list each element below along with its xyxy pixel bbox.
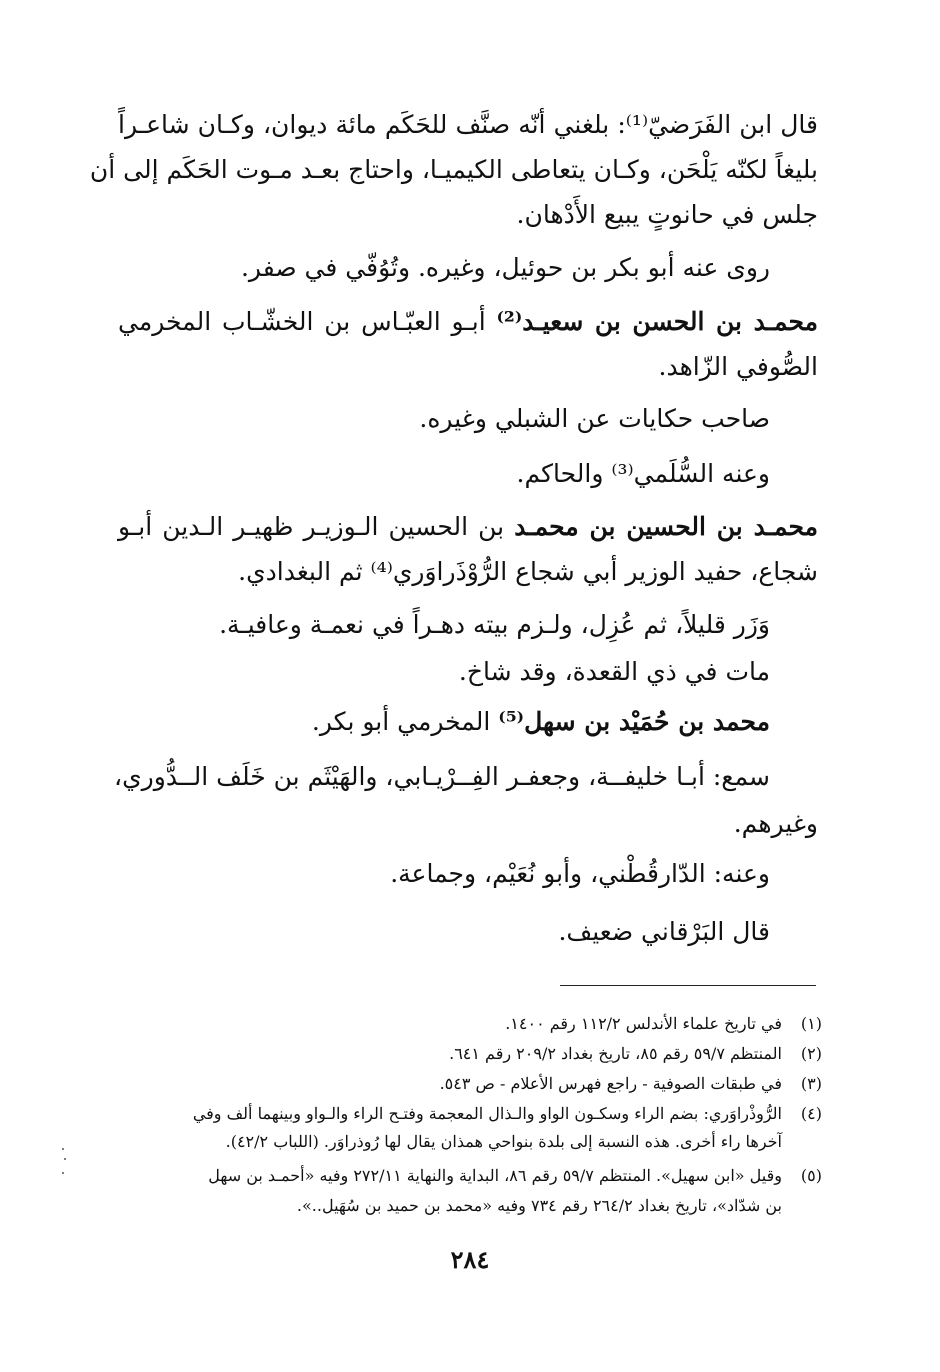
paragraph-line: روى عنه أبو بكر بن حوئيل، وغيره. وتُوُفّي في صفر. — [240, 253, 770, 282]
footnote — [449, 1040, 822, 1068]
paragraph-line: مات في ذي القعدة، وقد شاخ. — [458, 657, 770, 686]
footnote-number: (٤) — [800, 1104, 822, 1123]
footnote — [440, 1070, 822, 1098]
scan-speck — [62, 1148, 64, 1150]
footnote-divider — [560, 985, 816, 986]
paragraph-line: قال ابن الفَرَضيّ⁽¹⁾: بلغني أنّه صنَّف للحَكَم مائة ديوان، وكـان شاعـراً — [118, 110, 818, 139]
entry-name: محمـد بن الحسن بن سعيـد⁽²⁾ — [496, 307, 818, 336]
paragraph-line: الصُّوفي الزّاهد. — [658, 352, 818, 381]
footnote-continuation: بن شدّاد»، تاريخ بغداد ٢٦٤/٢ رقم ٧٣٤ وفيه «محمد بن حميد بن سُهَيل..». — [296, 1196, 782, 1215]
footnote-number: (٣) — [800, 1074, 822, 1093]
footnote-number: (٢) — [800, 1044, 822, 1063]
page-number: ٢٨٤ — [450, 1245, 490, 1274]
footnote — [505, 1010, 822, 1038]
paragraph-line: صاحب حكايات عن الشبلي وغيره. — [419, 404, 770, 433]
footnote-text: وقيل «ابن سهيل». المنتظم ٥٩/٧ رقم ٨٦، البداية والنهاية ٢٧٢/١١ وفيه «أحمـد بن سهل — [208, 1166, 782, 1185]
entry-name: محمـد بن الحسين بن محمـد — [514, 512, 818, 541]
paragraph-line: شجاع، حفيد الوزير أبي شجاع الرُّوْذَراوَري⁽⁴⁾ ثم البغدادي. — [238, 557, 818, 586]
footnote — [208, 1162, 822, 1190]
paragraph-line: وعنه السُّلَمي⁽³⁾ والحاكم. — [516, 459, 770, 488]
entry-name: محمد بن حُمَيْد بن سهل⁽⁵⁾ — [498, 707, 770, 736]
entry-rest: المخرمي أبو بكر. — [311, 707, 491, 736]
paragraph-line: بليغاً لكنّه يَلْحَن، وكـان يتعاطى الكيميـا، واحتاج بعـد مـوت الحَكَم إلى أن — [89, 155, 818, 184]
paragraph-line: قال البَرْقاني ضعيف. — [558, 917, 770, 946]
footnote — [193, 1100, 822, 1128]
scan-speck — [62, 1172, 64, 1174]
footnote-number: (٥) — [800, 1166, 822, 1185]
scan-speck — [64, 1158, 66, 1160]
paragraph-line: سمع: أبـا خليفــة، وجعفـر الفِــرْيـابي، والهَيْثَم بن خَلَف الــدُّوري، — [114, 762, 770, 791]
entry-heading — [118, 300, 818, 344]
footnote-continuation: آخرها راء أخرى. هذه النسبة إلى بلدة بنواحي همذان يقال لها رُوذراوَر. (اللباب ٤٢/٢). — [225, 1132, 782, 1151]
entry-rest: أبـو العبّـاس بن الخشّـاب المخرمي — [118, 307, 486, 336]
paragraph-line: وعنه: الدّارقُطْني، وأبو نُعَيْم، وجماعة. — [390, 859, 770, 888]
footnote-text: الرُّوذْراوَري: بضم الراء وسكـون الواو والـذال المعجمة وفتـح الراء والـواو وبينهما ألف وفي — [192, 1104, 782, 1123]
footnote-text: في طبقات الصوفية - راجع فهرس الأعلام - ص ٥٤٣. — [439, 1074, 782, 1093]
footnote-number: (١) — [800, 1014, 822, 1033]
paragraph-line: وَزَر قليلاً، ثم عُزِل، ولـزم بيته دهـراً في نعمـة وعافيـة. — [219, 610, 770, 639]
footnote-text: في تاريخ علماء الأندلس ١١٢/٢ رقم ١٤٠٠. — [505, 1014, 782, 1033]
entry-rest: بن الحسين الـوزيـر ظهيـر الـدين أبـو — [118, 512, 505, 541]
paragraph-line: جلس في حانوتٍ يبيع الأَدْهان. — [516, 200, 818, 229]
entry-heading — [118, 505, 818, 549]
footnote-text: المنتظم ٥٩/٧ رقم ٨٥، تاريخ بغداد ٢٠٩/٢ رقم ٦٤١. — [449, 1044, 782, 1063]
entry-heading — [312, 700, 770, 744]
paragraph-line: وغيرهم. — [733, 809, 818, 838]
